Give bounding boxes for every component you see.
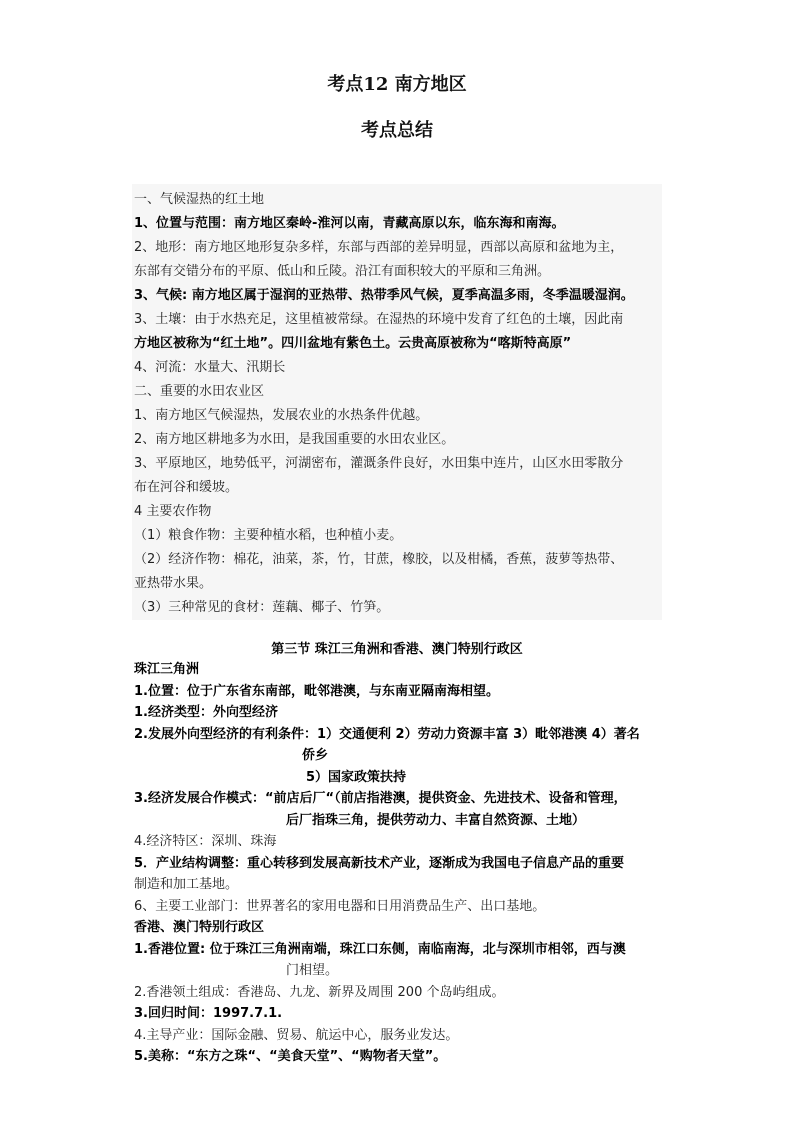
text-line: 东部有交错分布的平原、低山和丘陵。沿江有面积较大的平原和三角洲。 [134, 264, 551, 279]
text-line: 制造和加工基地。 [134, 877, 239, 892]
text-line: 2.香港领土组成：香港岛、九龙、新界及周围 200 个岛屿组成。 [134, 984, 505, 1000]
text-line: 珠江三角洲 [134, 662, 200, 677]
text-line: 4 主要农作物 [134, 504, 212, 519]
text-line: 1、南方地区气候湿热，发展农业的水热条件优越。 [134, 408, 429, 423]
text-line: 5）国家政策扶持 [306, 769, 407, 785]
text-line: 3、气候: 南方地区属于湿润的亚热带、热带季风气候，夏季高温多雨，冬季温暖湿润。 [134, 288, 634, 303]
text-line: 3.回归时间：1997.7.1. [134, 1006, 283, 1021]
text-line: 6、主要工业部门：世界著名的家用电器和日用消费品生产、出口基地。 [134, 898, 546, 914]
text-line: 一、气候湿热的红土地 [134, 192, 265, 207]
text-line: 1.香港位置: 位于珠江三角洲南端，珠江口东侧，南临南海，北与深圳市相邻，西与澳 [134, 941, 626, 957]
text-line: （1）粮食作物：主要种植水稻，也种植小麦。 [134, 528, 403, 543]
text-line: 门相望。 [286, 963, 339, 978]
text-line: 1、位置与范围：南方地区秦岭-淮河以南，青藏高原以东，临东海和南海。 [134, 216, 565, 231]
page-subtitle: 考点总结 [361, 120, 433, 141]
page-title: 考点12 南方地区 [327, 74, 467, 95]
section-heading: 第三节 珠江三角洲和香港、澳门特别行政区 [271, 642, 523, 657]
text-line: 3.经济发展合作模式：“前店后厂“（前店指港澳，提供资金、先进技术、设备和管理， [134, 791, 627, 806]
text-line: 4.主导产业：国际金融、贸易、航运中心，服务业发达。 [134, 1027, 459, 1043]
text-line: 2.发展外向型经济的有利条件：1）交通便利 2）劳动力资源丰富 3）毗邻港澳 4）著名 [134, 726, 640, 742]
text-line: 5．产业结构调整：重心转移到发展高新技术产业，逐渐成为我国电子信息产品的重要 [134, 855, 625, 871]
text-line: 5.美称：“东方之珠“、“美食天堂”、“购物者天堂”。 [134, 1049, 447, 1064]
text-line: 布在河谷和缓坡。 [134, 480, 239, 495]
text-line: 侨乡 [302, 748, 329, 763]
text-line: 4.经济特区：深圳、珠海 [134, 834, 277, 849]
text-line: 3、土壤：由于水热充足，这里植被常绿。在湿热的环境中发育了红色的土壤，因此南 [134, 312, 624, 327]
text-line: 2、南方地区耕地多为水田，是我国重要的水田农业区。 [134, 432, 455, 447]
text-line: 方地区被称为“红土地”。四川盆地有紫色土。云贵高原被称为“喀斯特高原” [134, 336, 572, 351]
text-line: 2、地形：南方地区地形复杂多样，东部与西部的差异明显，西部以高原和盆地为主， [134, 240, 624, 255]
text-line: 香港、澳门特别行政区 [134, 920, 265, 935]
text-line: （2）经济作物：棉花，油菜，茶，竹，甘蔗，橡胶，以及柑橘，香蕉，菠萝等热带、 [134, 552, 624, 567]
text-line: 3、平原地区，地势低平，河湖密布，灌溉条件良好，水田集中连片，山区水田零散分 [134, 456, 624, 471]
text-line: 后厂指珠三角，提供劳动力、丰富自然资源、土地） [286, 812, 586, 828]
text-line: 4、河流：水量大、汛期长 [134, 360, 286, 375]
text-line: 1.位置：位于广东省东南部，毗邻港澳，与东南亚隔南海相望。 [134, 683, 499, 699]
text-line: 二、重要的水田农业区 [134, 384, 265, 399]
text-line: （3）三种常见的食材：莲藕、椰子、竹笋。 [134, 600, 390, 615]
text-line: 亚热带水果。 [134, 576, 213, 591]
text-line: 1.经济类型：外向型经济 [134, 705, 278, 720]
